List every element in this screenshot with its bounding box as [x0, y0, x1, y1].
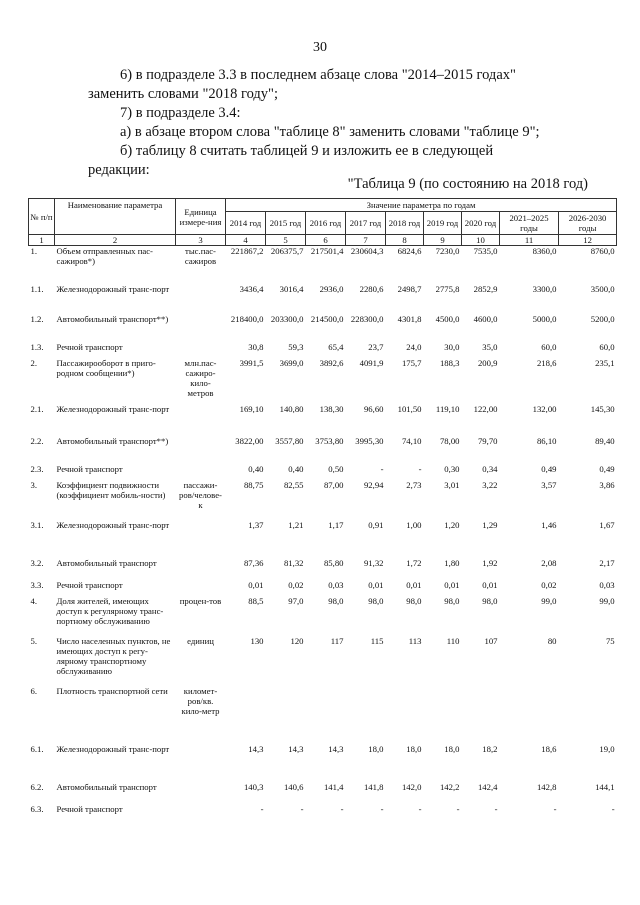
value-cell: 65,4: [328, 341, 344, 352]
value-cell: 3699,0: [279, 357, 304, 368]
table-row: [29, 436, 617, 458]
value-cell: 138,30: [319, 403, 344, 414]
value-cell: -: [260, 803, 264, 814]
value-cell: 98,0: [482, 595, 498, 606]
table-row: [29, 574, 617, 596]
value-cell: 3991,5: [239, 357, 264, 368]
unit-cell: единиц: [187, 635, 214, 646]
value-cell: 142,4: [477, 781, 498, 792]
header-group: Значение параметра по годам: [226, 199, 617, 212]
value-cell: 141,8: [363, 781, 384, 792]
table-row: [29, 596, 617, 636]
value-cell: 2498,7: [397, 283, 422, 294]
table-row: [29, 480, 617, 520]
value-cell: 0,01: [482, 579, 498, 590]
unit-cell: километ-ров/кв. кило-метр: [181, 685, 220, 716]
table-row: [29, 686, 617, 744]
value-cell: 117: [330, 635, 344, 646]
value-cell: 0,91: [368, 519, 384, 530]
table-caption: "Таблица 9 (по состоянию на 2018 год): [347, 176, 588, 192]
value-cell: 4600,0: [473, 313, 498, 324]
value-cell: 132,00: [532, 403, 557, 414]
header-year: 2014 год: [226, 212, 266, 235]
parameter-name: Речной транспорт: [56, 803, 123, 814]
value-cell: 18,0: [368, 743, 384, 754]
row-number: 6.: [30, 685, 38, 696]
row-number: 3.1.: [30, 519, 44, 530]
value-cell: 0,02: [541, 579, 557, 590]
value-cell: 7230,0: [435, 246, 460, 256]
value-cell: -: [418, 463, 422, 474]
value-cell: 3436,4: [239, 283, 264, 294]
value-cell: 88,5: [248, 595, 264, 606]
value-cell: 18,6: [541, 743, 557, 754]
value-cell: -: [380, 803, 384, 814]
value-cell: 115: [370, 635, 384, 646]
column-number: 12: [559, 235, 617, 246]
row-number: 2.: [30, 357, 38, 368]
value-cell: 14,3: [288, 743, 304, 754]
header-year: 2015 год: [266, 212, 306, 235]
unit-cell: [176, 744, 226, 776]
parameter-name: Плотность транспортной сети: [56, 685, 168, 696]
value-cell: 98,0: [368, 595, 384, 606]
value-cell: -: [380, 463, 384, 474]
value-cell: 75: [605, 635, 615, 646]
value-cell: 8760,0: [590, 246, 615, 256]
parameter-name: Автомобильный транспорт**): [56, 435, 169, 446]
value-cell: 206375,7: [270, 246, 304, 256]
table-row: [29, 314, 617, 336]
row-number: 6.1.: [30, 743, 44, 754]
value-cell: 85,80: [323, 557, 344, 568]
value-cell: 7535,0: [473, 246, 498, 256]
column-number: 7: [346, 235, 386, 246]
row-number: 1.: [30, 246, 38, 256]
value-cell: 24,0: [406, 341, 422, 352]
value-cell: 1,21: [288, 519, 304, 530]
value-cell: -: [494, 803, 498, 814]
value-cell: 235,1: [595, 357, 615, 368]
row-number: 4.: [30, 595, 38, 606]
column-number: 3: [176, 235, 226, 246]
value-cell: [386, 686, 424, 744]
table-row: [29, 552, 617, 574]
value-cell: 101,50: [397, 403, 422, 414]
value-cell: 214500,0: [310, 313, 344, 324]
value-cell: 81,32: [283, 557, 304, 568]
row-number: 1.3.: [30, 341, 44, 352]
value-cell: -: [456, 803, 460, 814]
value-cell: 0,01: [248, 579, 264, 590]
column-number: 2: [55, 235, 176, 246]
value-cell: -: [300, 803, 304, 814]
value-cell: 87,36: [243, 557, 264, 568]
value-cell: 82,55: [283, 479, 304, 490]
value-cell: 3892,6: [319, 357, 344, 368]
value-cell: 3,57: [541, 479, 557, 490]
table-row: [29, 404, 617, 436]
value-cell: 203300,0: [270, 313, 304, 324]
value-cell: 140,6: [283, 781, 304, 792]
value-cell: 23,7: [368, 341, 384, 352]
value-cell: 142,2: [439, 781, 460, 792]
header-year: 2021–2025 годы: [500, 212, 559, 235]
parameter-name: Речной транспорт: [56, 463, 123, 474]
value-cell: 8360,0: [532, 246, 557, 256]
table-row: [29, 284, 617, 314]
header-year: 2020 год: [462, 212, 500, 235]
value-cell: 0,50: [328, 463, 344, 474]
value-cell: 1,17: [328, 519, 344, 530]
unit-cell: млн.пас-сажиро-кило-метров: [184, 357, 217, 398]
value-cell: 140,80: [279, 403, 304, 414]
table-row: [29, 358, 617, 404]
paragraph-1: 6) в подразделе 3.3 в последнем абзаце слова "2014–2015 годах": [120, 67, 516, 83]
value-cell: 18,2: [482, 743, 498, 754]
value-cell: 188,3: [439, 357, 460, 368]
value-cell: 14,3: [248, 743, 264, 754]
unit-cell: пассажи-ров/челове-к: [179, 479, 222, 510]
value-cell: 119,10: [435, 403, 460, 414]
header-year: 2018 год: [386, 212, 424, 235]
value-cell: 2775,8: [435, 283, 460, 294]
parameter-name: Число населенных пунктов, не имеющих доступ к регу-лярному транспортному обслуживанию: [56, 635, 171, 676]
value-cell: 140,3: [243, 781, 264, 792]
value-cell: 130: [250, 635, 264, 646]
value-cell: 2,73: [406, 479, 422, 490]
value-cell: 0,03: [328, 579, 344, 590]
table-row: [29, 520, 617, 552]
value-cell: 113: [408, 635, 422, 646]
parameter-name: Железнодорожный транс-порт: [56, 283, 170, 294]
value-cell: 6824,6: [397, 246, 422, 256]
value-cell: 3500,0: [590, 283, 615, 294]
value-cell: 230604,3: [350, 246, 384, 256]
parameter-name: Коэффициент подвижности (коэффициент мобиль-ности): [56, 479, 166, 500]
column-number: 5: [266, 235, 306, 246]
unit-cell: [176, 574, 226, 596]
column-number: 4: [226, 235, 266, 246]
table-row: [29, 336, 617, 358]
value-cell: 0,49: [599, 463, 615, 474]
unit-cell: [176, 404, 226, 436]
column-number: 1: [29, 235, 55, 246]
value-cell: 91,32: [363, 557, 384, 568]
row-number: 1.1.: [30, 283, 44, 294]
value-cell: 99,0: [599, 595, 615, 606]
value-cell: [500, 686, 559, 744]
column-number: 8: [386, 235, 424, 246]
value-cell: 98,0: [444, 595, 460, 606]
row-number: 6.2.: [30, 781, 44, 792]
parameter-name: Доля жителей, имеющих доступ к регулярному транс-портному обслуживанию: [56, 595, 164, 626]
unit-cell: [176, 520, 226, 552]
header-num: № п/п: [29, 199, 55, 235]
value-cell: 0,02: [288, 579, 304, 590]
value-cell: 2,08: [541, 557, 557, 568]
value-cell: 74,10: [401, 435, 422, 446]
parameter-name: Железнодорожный транс-порт: [56, 519, 170, 530]
paragraph-4: б) таблицу 8 считать таблицей 9 и изложить ее в следующей: [120, 143, 494, 159]
unit-cell: [176, 776, 226, 798]
parameters-table: [28, 198, 617, 820]
value-cell: 3016,4: [279, 283, 304, 294]
value-cell: 1,20: [444, 519, 460, 530]
unit-cell: процен-тов: [179, 595, 222, 606]
table-row: [29, 744, 617, 776]
value-cell: 4500,0: [435, 313, 460, 324]
value-cell: 14,3: [328, 743, 344, 754]
value-cell: 3753,80: [315, 435, 344, 446]
value-cell: 3,01: [444, 479, 460, 490]
value-cell: 200,9: [477, 357, 498, 368]
value-cell: 98,0: [406, 595, 422, 606]
value-cell: -: [611, 803, 615, 814]
value-cell: 110: [446, 635, 460, 646]
column-number: 10: [462, 235, 500, 246]
value-cell: 5200,0: [590, 313, 615, 324]
header-year: 2019 год: [424, 212, 462, 235]
value-cell: [462, 686, 500, 744]
value-cell: -: [418, 803, 422, 814]
value-cell: 1,72: [406, 557, 422, 568]
value-cell: 217501,4: [310, 246, 344, 256]
column-number: 9: [424, 235, 462, 246]
column-number: 11: [500, 235, 559, 246]
row-number: 3.3.: [30, 579, 44, 590]
table-row: [29, 246, 617, 284]
value-cell: -: [340, 803, 344, 814]
value-cell: 79,70: [477, 435, 498, 446]
value-cell: [424, 686, 462, 744]
value-cell: 107: [484, 635, 498, 646]
value-cell: 59,3: [288, 341, 304, 352]
header-year: 2017 год: [346, 212, 386, 235]
value-cell: 60,0: [541, 341, 557, 352]
value-cell: 0,03: [599, 579, 615, 590]
header-name: Наименование параметра: [55, 199, 176, 235]
value-cell: -: [553, 803, 557, 814]
value-cell: 98,0: [328, 595, 344, 606]
table-row: [29, 776, 617, 798]
value-cell: 169,10: [239, 403, 264, 414]
value-cell: 218400,0: [230, 313, 264, 324]
row-number: 1.2.: [30, 313, 44, 324]
unit-cell: [176, 336, 226, 358]
paragraph-1-cont: заменить словами "2018 году";: [88, 86, 278, 102]
parameter-name: Автомобильный транспорт: [56, 557, 157, 568]
row-number: 5.: [30, 635, 38, 646]
paragraph-3: а) в абзаце втором слова "таблице 8" заменить словами "таблице 9";: [120, 124, 540, 140]
value-cell: [306, 686, 346, 744]
value-cell: 3300,0: [532, 283, 557, 294]
value-cell: 18,0: [406, 743, 422, 754]
row-number: 6.3.: [30, 803, 44, 814]
value-cell: 92,94: [363, 479, 384, 490]
parameter-name: Автомобильный транспорт**): [56, 313, 169, 324]
row-number: 3.: [30, 479, 38, 490]
value-cell: 1,80: [444, 557, 460, 568]
value-cell: [346, 686, 386, 744]
value-cell: 144,1: [595, 781, 615, 792]
value-cell: 1,37: [248, 519, 264, 530]
value-cell: 1,92: [482, 557, 498, 568]
value-cell: 2,17: [599, 557, 615, 568]
value-cell: 86,10: [536, 435, 557, 446]
value-cell: 4091,9: [359, 357, 384, 368]
value-cell: 96,60: [363, 403, 384, 414]
unit-cell: [176, 314, 226, 336]
value-cell: 5000,0: [532, 313, 557, 324]
row-number: 2.2.: [30, 435, 44, 446]
unit-cell: тыс.пас-сажиров: [184, 246, 217, 266]
value-cell: 0,49: [541, 463, 557, 474]
parameter-name: Железнодорожный транс-порт: [56, 403, 170, 414]
value-cell: 228300,0: [350, 313, 384, 324]
value-cell: 221867,2: [230, 246, 264, 256]
column-number: 6: [306, 235, 346, 246]
value-cell: 3822,00: [235, 435, 264, 446]
paragraph-2: 7) в подразделе 3.4:: [120, 105, 241, 121]
value-cell: 88,75: [243, 479, 264, 490]
value-cell: 141,4: [323, 781, 344, 792]
value-cell: 0,30: [444, 463, 460, 474]
table-row: [29, 636, 617, 686]
value-cell: 2936,0: [319, 283, 344, 294]
value-cell: 0,34: [482, 463, 498, 474]
value-cell: 0,40: [288, 463, 304, 474]
value-cell: 19,0: [599, 743, 615, 754]
value-cell: 89,40: [595, 435, 615, 446]
value-cell: 145,30: [590, 403, 615, 414]
value-cell: 1,67: [599, 519, 615, 530]
table-row: [29, 798, 617, 820]
parameter-name: Автомобильный транспорт: [56, 781, 157, 792]
value-cell: 3557,80: [275, 435, 304, 446]
parameter-name: Объем отправленных пас-сажиров*): [56, 246, 153, 266]
header-year: 2026-2030 годы: [559, 212, 617, 235]
value-cell: 2852,9: [473, 283, 498, 294]
header-year: 2016 год: [306, 212, 346, 235]
parameter-name: Речной транспорт: [56, 341, 123, 352]
value-cell: [559, 686, 617, 744]
parameter-name: Речной транспорт: [56, 579, 123, 590]
paragraph-4-cont: редакции:: [88, 162, 150, 178]
unit-cell: [176, 552, 226, 574]
value-cell: 142,8: [536, 781, 557, 792]
value-cell: 122,00: [473, 403, 498, 414]
unit-cell: [176, 436, 226, 458]
value-cell: 18,0: [444, 743, 460, 754]
parameter-name: Железнодорожный транс-порт: [56, 743, 170, 754]
value-cell: [266, 686, 306, 744]
value-cell: 30,8: [248, 341, 264, 352]
value-cell: 0,40: [248, 463, 264, 474]
value-cell: 35,0: [482, 341, 498, 352]
unit-cell: [176, 458, 226, 480]
value-cell: 97,0: [288, 595, 304, 606]
value-cell: 99,0: [541, 595, 557, 606]
row-number: 3.2.: [30, 557, 44, 568]
value-cell: 1,29: [482, 519, 498, 530]
value-cell: 1,00: [406, 519, 422, 530]
value-cell: 142,0: [401, 781, 422, 792]
unit-cell: [176, 798, 226, 820]
value-cell: [226, 686, 266, 744]
value-cell: 0,01: [444, 579, 460, 590]
value-cell: 1,46: [541, 519, 557, 530]
value-cell: 0,01: [368, 579, 384, 590]
parameter-name: Пассажирооборот в приго-родном сообщении*): [56, 357, 156, 378]
row-number: 2.1.: [30, 403, 44, 414]
value-cell: 30,0: [444, 341, 460, 352]
value-cell: 3,22: [482, 479, 498, 490]
value-cell: 0,01: [406, 579, 422, 590]
table-row: [29, 458, 617, 480]
value-cell: 3,86: [599, 479, 615, 490]
value-cell: 3995,30: [355, 435, 384, 446]
value-cell: 4301,8: [397, 313, 422, 324]
value-cell: 78,00: [439, 435, 460, 446]
unit-cell: [176, 284, 226, 314]
value-cell: 120: [290, 635, 304, 646]
value-cell: 87,00: [323, 479, 344, 490]
value-cell: 218,6: [536, 357, 557, 368]
page-number: 30: [313, 40, 327, 55]
value-cell: 80: [547, 635, 557, 646]
header-unit: Единица измере-ния: [176, 199, 226, 235]
value-cell: 175,7: [401, 357, 422, 368]
value-cell: 2280,6: [359, 283, 384, 294]
row-number: 2.3.: [30, 463, 44, 474]
value-cell: 60,0: [599, 341, 615, 352]
